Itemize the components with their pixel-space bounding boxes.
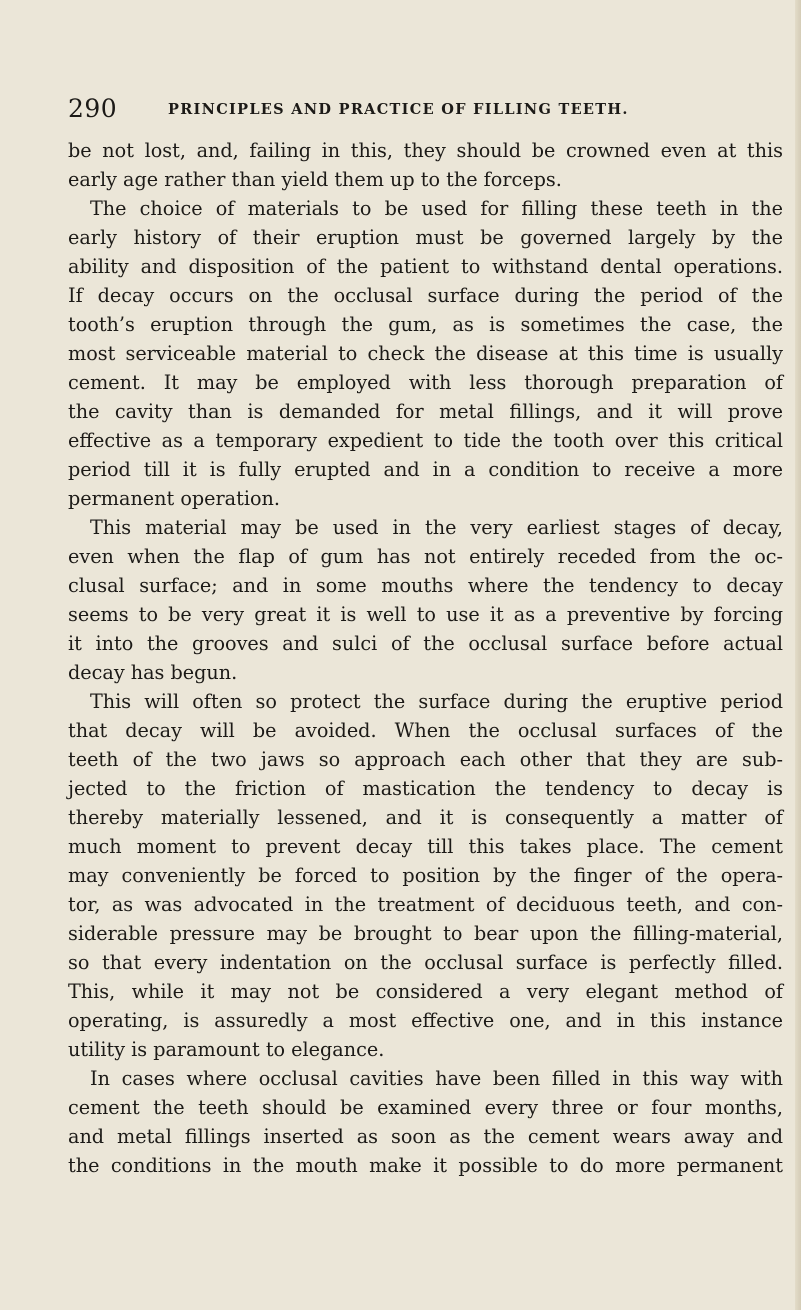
text-line: permanent operation. (68, 487, 280, 510)
text-line: it into the grooves and sulci of the occlusal surface before actual (68, 632, 783, 655)
text-line: cement. It may be employed with less thorough preparation of (68, 371, 783, 394)
text-line: siderable pressure may be brought to bear upon the filling-material, (68, 922, 783, 945)
text-line: tooth’s eruption through the gum, as is sometimes the case, the (68, 313, 783, 336)
text-line: utility is paramount to elegance. (68, 1038, 385, 1061)
text-line: jected to the friction of mastication the tendency to decay is (68, 777, 783, 800)
text-line: This will often so protect the surface during the eruptive period (90, 690, 783, 713)
text-line: cement the teeth should be examined every three or four months, (68, 1096, 783, 1119)
text-line: operating, is assuredly a most effective one, and in this instance (68, 1009, 783, 1032)
text-line: so that every indentation on the occlusal surface is perfectly filled. (68, 951, 783, 974)
text-line: tor, as was advocated in the treatment of deciduous teeth, and con- (68, 893, 783, 916)
text-line: may conveniently be forced to position by the finger of the opera- (68, 864, 783, 887)
text-line: much moment to prevent decay till this takes place. The cement (68, 835, 783, 858)
text-line: decay has begun. (68, 661, 238, 684)
text-line: thereby materially lessened, and it is consequently a matter of (68, 806, 783, 829)
text-line: The choice of materials to be used for filling these teeth in the (90, 197, 783, 220)
text-line: the cavity than is demanded for metal fillings, and it will prove (68, 400, 783, 423)
text-line: seems to be very great it is well to use it as a preventive by forcing (68, 603, 783, 626)
text-line: This, while it may not be considered a very elegant method of (68, 980, 783, 1003)
text-line: and metal fillings inserted as soon as the cement wears away and (68, 1125, 783, 1148)
text-line: that decay will be avoided. When the occlusal surfaces of the (68, 719, 783, 742)
page-edge-shadow (795, 0, 801, 1310)
running-title: PRINCIPLES AND PRACTICE OF FILLING TEETH. (168, 101, 629, 118)
text-line: clusal surface; and in some mouths where the tendency to decay (68, 574, 783, 597)
text-line: be not lost, and, failing in this, they should be crowned even at this (68, 139, 783, 162)
text-line: early history of their eruption must be governed largely by the (68, 226, 783, 249)
text-line: In cases where occlusal cavities have been filled in this way with (90, 1067, 783, 1090)
text-line: If decay occurs on the occlusal surface during the period of the (68, 284, 783, 307)
text-line: early age rather than yield them up to the forceps. (68, 168, 562, 191)
text-line: This material may be used in the very earliest stages of decay, (90, 516, 783, 539)
text-line: even when the flap of gum has not entirely receded from the oc- (68, 545, 783, 568)
text-line: period till it is fully erupted and in a condition to receive a more (68, 458, 783, 481)
text-line: teeth of the two jaws so approach each other that they are sub- (68, 748, 783, 771)
page-header (68, 94, 768, 124)
text-line: the conditions in the mouth make it possible to do more permanent (68, 1154, 783, 1177)
page-number: 290 (68, 94, 118, 123)
text-line: most serviceable material to check the disease at this time is usually (68, 342, 783, 365)
text-line: effective as a temporary expedient to tide the tooth over this critical (68, 429, 783, 452)
text-line: ability and disposition of the patient to withstand dental operations. (68, 255, 783, 278)
body-text (68, 136, 783, 1180)
